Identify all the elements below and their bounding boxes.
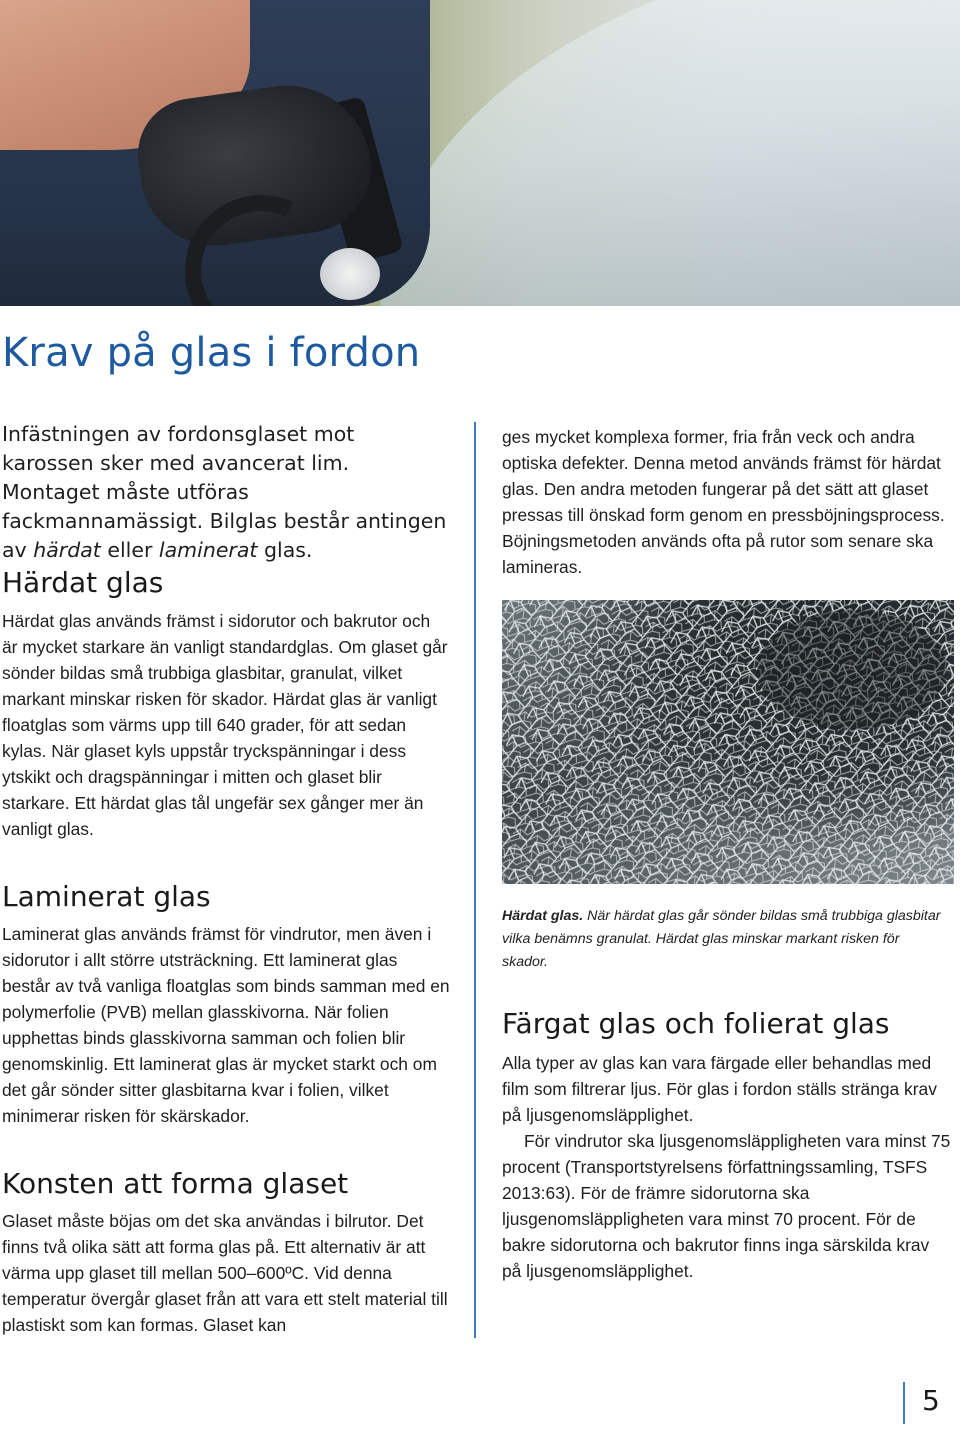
- suction-cup: [320, 248, 380, 300]
- page-number: 5: [922, 1384, 940, 1417]
- heading-konsten-att-forma-glaset: Konsten att forma glaset: [2, 1167, 349, 1200]
- heading-fargat-glas: Färgat glas och folierat glas: [502, 1007, 890, 1040]
- page-number-rule: [903, 1382, 905, 1424]
- hero-photo-windshield-installation: [0, 0, 960, 306]
- shattered-tempered-glass-photo: [502, 600, 954, 884]
- hardat-glas-body: Härdat glas används främst i sidorutor och bakrutor och är mycket starkare än vanligt standardglas. Om glaset går sönder bildas små trubbiga glasbitar, granulat, vilket markant minskar risken för skador. Härdat glas är vanligt floatglas som värms upp till 640 grader, för att sedan kylas. När glaset kyls uppstår tryckspänningar i dess ytskikt och dragspänningar i mitten och glaset blir starkare. Ett härdat glas tål ungefär sex gånger mer än vanligt glas.: [2, 611, 448, 839]
- heading-hardat-glas: Härdat glas: [2, 566, 164, 599]
- image-caption: Härdat glas. När härdat glas går sönder bildas små trubbiga glasbitar vilka benämns granulat. Härdat glas minskar markant risken för skador.: [502, 908, 941, 970]
- column-divider: [474, 422, 476, 1338]
- page-title: Krav på glas i fordon: [2, 330, 421, 376]
- forma-glaset-body: Glaset måste böjas om det ska användas i bilrutor. Det finns två olika sätt att forma glas på. Ett alternativ är att värma upp glaset till mellan 500–600ºC. Vid denna temperatur övergår glaset från att vara ett stelt material till plastiskt som kan formas. Glaset kan: [2, 1211, 448, 1335]
- glass-crack-pattern: [502, 600, 954, 884]
- fargat-glas-body-1: Alla typer av glas kan vara färgade eller behandlas med film som filtrerar ljus. För glas i fordon ställs stränga krav på ljusgenomsläpplighet.: [502, 1053, 937, 1125]
- laminerat-glas-body: Laminerat glas används främst för vindrutor, men även i sidorutor i allt större utsträckning. Ett laminerat glas består av två vanliga floatglas som binds samman med en polymerfolie (PVB) mellan glasskivorna. När folien upphettas binds glasskivorna samman och folien blir genomskinlig. Ett laminerat glas är mycket starkt och om det går sönder sitter glasbitarna kvar i folien, vilket minimerar risken för skärskador.: [2, 924, 450, 1126]
- forma-glaset-body-continued: ges mycket komplexa former, fria från veck och andra optiska defekter. Denna metod används främst för härdat glas. Den andra metoden fungerar på det sätt att glaset pressas till önskad form genom en pressböjningsprocess. Böjningsmetoden används ofta på rutor som senare ska lamineras.: [502, 427, 945, 577]
- heading-laminerat-glas: Laminerat glas: [2, 880, 211, 913]
- intro-paragraph: Infästningen av fordonsglaset mot karossen sker med avancerat lim. Montaget måste utföras fackmannamässigt. Bilglas består antingen av härdat eller laminerat glas.: [2, 422, 447, 562]
- windshield-glass: [380, 0, 960, 306]
- fargat-glas-body-2: För vindrutor ska ljusgenomsläppligheten vara minst 75 procent (Transportstyrelsens författningssamling, TSFS 2013:63). För de främre sidorutorna ska ljusgenomsläppligheten vara minst 70 procent. För de bakre sidorutorna och bakrutor finns inga särskilda krav på ljusgenomsläpplighet.: [502, 1131, 951, 1281]
